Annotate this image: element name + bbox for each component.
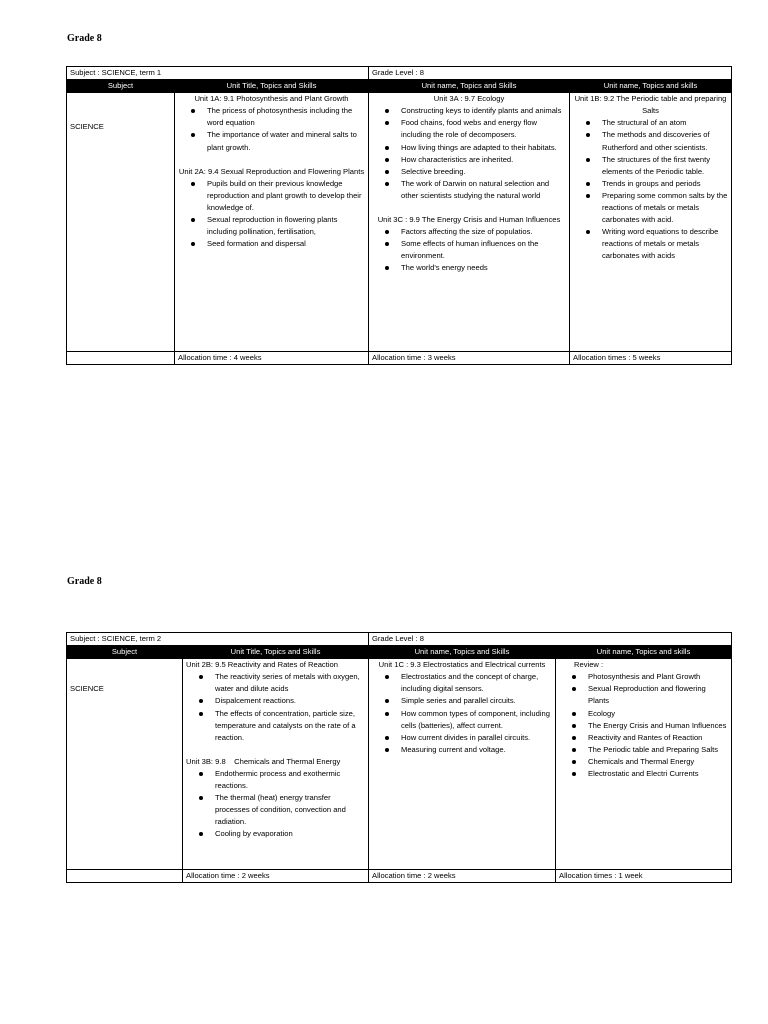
allocation-empty-cell bbox=[67, 870, 183, 883]
header-subject: Subject bbox=[67, 80, 175, 93]
allocation-time: Allocation time : 3 weeks bbox=[369, 352, 570, 365]
list-item: Simple series and parallel circuits. bbox=[401, 695, 552, 707]
unit-title: Unit 1B: 9.2 The Periodic table and preparing Salts bbox=[574, 94, 727, 116]
topic-list bbox=[186, 768, 365, 841]
table-content-row bbox=[67, 93, 732, 352]
table-meta-row bbox=[67, 67, 732, 80]
list-item: Cooling by evaporation bbox=[215, 828, 365, 840]
topics-cell-3 bbox=[556, 659, 732, 870]
list-item: Sexual reproduction in flowering plants including pollination, fertilisation, bbox=[207, 214, 365, 238]
list-item: How characteristics are inherited. bbox=[401, 154, 566, 166]
unit-title: Review : bbox=[574, 660, 604, 670]
list-item: Chemicals and Thermal Energy bbox=[588, 756, 728, 768]
unit-title: Unit 1A: 9.1 Photosynthesis and Plant Growth bbox=[194, 94, 349, 104]
topic-list bbox=[372, 671, 552, 756]
grade-level-label: Grade Level : 8 bbox=[369, 633, 732, 646]
topics-cell-2 bbox=[369, 93, 570, 352]
table-header-row bbox=[67, 80, 732, 93]
list-item: The world's energy needs bbox=[401, 262, 566, 274]
header-col-3: Unit name, Topics and skills bbox=[570, 80, 732, 93]
allocation-time: Allocation time : 2 weeks bbox=[183, 870, 369, 883]
table-header-row bbox=[67, 646, 732, 659]
allocation-empty-cell bbox=[67, 352, 175, 365]
list-item: Writing word equations to describe reactions of metals or metals carbonates with acids bbox=[602, 226, 728, 262]
list-item: Factors affecting the size of populatios. bbox=[401, 226, 566, 238]
list-item: Ecology bbox=[588, 708, 728, 720]
list-item: The work of Darwin on natural selection and other scientists studying the natural world bbox=[401, 178, 566, 202]
unit-title: Unit 3C : 9.9 The Energy Crisis and Human Influences bbox=[377, 215, 561, 225]
list-item: The structural of an atom bbox=[602, 117, 728, 129]
list-item: The effects of concentration, particle size, temperature and catalysts on the rate of a reaction. bbox=[215, 708, 365, 744]
unit-title: Unit 3B: 9.8 Chemicals and Thermal Energy bbox=[186, 756, 341, 766]
list-item: The methods and discoveries of Rutherford and other scientists. bbox=[602, 129, 728, 153]
list-item: The pricess of photosynthesis including the word equation bbox=[207, 105, 365, 129]
grade-heading: Grade 8 bbox=[67, 33, 102, 44]
header-col-1: Unit Title, Topics and Skills bbox=[183, 646, 369, 659]
list-item: How common types of component, including cells (batteries), affect current. bbox=[401, 708, 552, 732]
list-item: The Energy Crisis and Human Influences bbox=[588, 720, 728, 732]
allocation-time: Allocation times : 5 weeks bbox=[570, 352, 732, 365]
unit-title: Unit 2B: 9.5 Reactivity and Rates of Reaction bbox=[186, 660, 338, 670]
unit-title: Unit 3A : 9.7 Ecology bbox=[433, 94, 505, 104]
list-item: Endothermic process and exothermic reactions. bbox=[215, 768, 365, 792]
header-col-2: Unit name, Topics and Skills bbox=[369, 80, 570, 93]
list-item: The importance of water and mineral salts to plant growth. bbox=[207, 129, 365, 153]
topics-cell-1 bbox=[183, 659, 369, 870]
list-item: Seed formation and dispersal bbox=[207, 238, 365, 250]
topic-list bbox=[573, 117, 728, 262]
topics-cell-3 bbox=[570, 93, 732, 352]
list-item: Trends in groups and periods bbox=[602, 178, 728, 190]
list-item: How current divides in parallel circuits. bbox=[401, 732, 552, 744]
list-item: Dispalcement reactions. bbox=[215, 695, 365, 707]
list-item: Photosynthesis and Plant Growth bbox=[588, 671, 728, 683]
allocation-time: Allocation time : 2 weeks bbox=[369, 870, 556, 883]
subject-name: SCIENCE bbox=[70, 122, 104, 132]
list-item: How living things are adapted to their habitats. bbox=[401, 142, 566, 154]
allocation-row bbox=[67, 870, 732, 883]
list-item: Selective breeding. bbox=[401, 166, 566, 178]
subject-term-label: Subject : SCIENCE, term 1 bbox=[67, 67, 369, 80]
header-subject: Subject bbox=[67, 646, 183, 659]
grade-heading: Grade 8 bbox=[67, 576, 102, 587]
list-item: The structures of the first twenty elements of the Periodic table. bbox=[602, 154, 728, 178]
header-col-1: Unit Title, Topics and Skills bbox=[175, 80, 369, 93]
list-item: Pupils build on their previous knowledge reproduction and plant growth to develop their knowledge of. bbox=[207, 178, 365, 214]
header-col-3: Unit name, Topics and skills bbox=[556, 646, 732, 659]
topic-list bbox=[178, 105, 365, 153]
topic-list bbox=[178, 178, 365, 251]
subject-cell bbox=[67, 93, 175, 352]
header-col-2: Unit name, Topics and Skills bbox=[369, 646, 556, 659]
grade-level-label: Grade Level : 8 bbox=[369, 67, 732, 80]
list-item: Electrostatic and Electri Currents bbox=[588, 768, 728, 780]
topic-list bbox=[372, 105, 566, 202]
list-item: The Periodic table and Preparing Salts bbox=[588, 744, 728, 756]
curriculum-table-term-1 bbox=[66, 66, 732, 365]
subject-name: SCIENCE bbox=[70, 684, 104, 694]
list-item: Electrostatics and the concept of charge, including digital sensors. bbox=[401, 671, 552, 695]
topic-list bbox=[186, 671, 365, 744]
allocation-row bbox=[67, 352, 732, 365]
list-item: Reactivity and Rantes of Reaction bbox=[588, 732, 728, 744]
table-meta-row bbox=[67, 633, 732, 646]
unit-title: Unit 2A: 9.4 Sexual Reproduction and Flowering Plants bbox=[178, 166, 365, 176]
topic-list bbox=[559, 671, 728, 780]
topics-cell-2 bbox=[369, 659, 556, 870]
subject-term-label: Subject : SCIENCE, term 2 bbox=[67, 633, 369, 646]
list-item: Measuring current and voltage. bbox=[401, 744, 552, 756]
topics-cell-1 bbox=[175, 93, 369, 352]
topic-list bbox=[372, 226, 566, 274]
allocation-time: Allocation time : 4 weeks bbox=[175, 352, 369, 365]
list-item: Constructing keys to identify plants and animals bbox=[401, 105, 566, 117]
curriculum-table-term-2 bbox=[66, 632, 732, 883]
list-item: Sexual Reproduction and flowering Plants bbox=[588, 683, 728, 707]
list-item: Some effects of human influences on the environment. bbox=[401, 238, 566, 262]
unit-title: Unit 1C : 9.3 Electrostatics and Electrical currents bbox=[378, 660, 546, 670]
list-item: The reactivity series of metals with oxygen, water and dilute acids bbox=[215, 671, 365, 695]
list-item: Preparing some common salts by the reactions of metals or metals carbonates with acid. bbox=[602, 190, 728, 226]
subject-cell bbox=[67, 659, 183, 870]
list-item: The thermal (heat) energy transfer processes of condition, convection and radiation. bbox=[215, 792, 365, 828]
table-content-row bbox=[67, 659, 732, 870]
list-item: Food chains, food webs and energy flow including the role of decomposers. bbox=[401, 117, 566, 141]
allocation-time: Allocation times : 1 week bbox=[556, 870, 732, 883]
